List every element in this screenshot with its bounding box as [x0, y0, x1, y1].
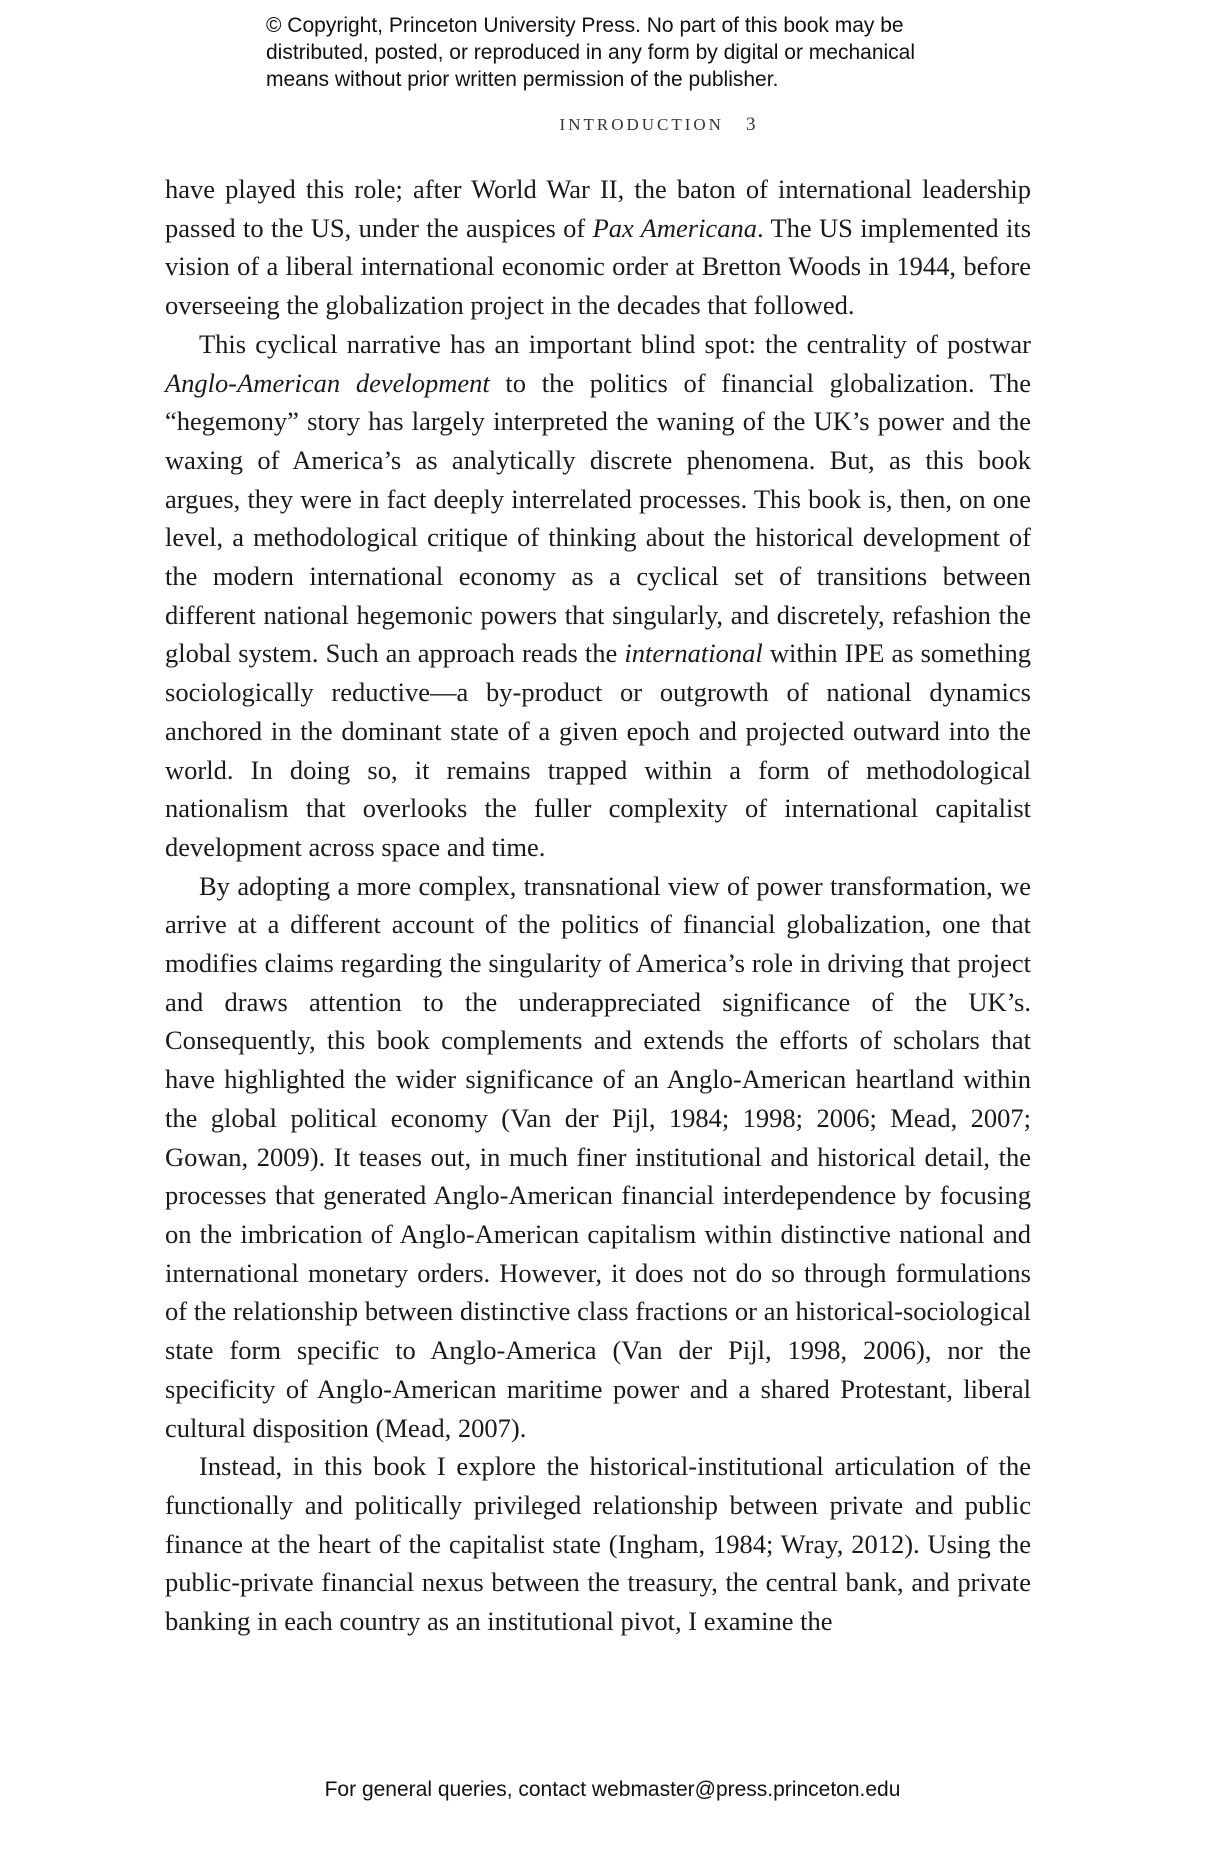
paragraph-2 — [165, 325, 1031, 867]
section-title: INTRODUCTION — [559, 115, 724, 134]
paragraph-2-italic-international: international — [624, 638, 763, 669]
paragraph-2-italic-term: Anglo-American development — [165, 367, 490, 398]
paragraph-2-text-e: within IPE as something sociologically reductive—a by-product or outgrowth of national dynamics anchored in the dominant state of a given epoch and projected outward into the world. In doing so, it remains trapped within a form of methodological nationalism that overlooks the fuller complexity of international capitalist development across space and time. — [165, 638, 1032, 862]
copyright-line: © Copyright, Princeton University Press. No part of this book may be — [266, 14, 904, 37]
paragraph-1-text-a: have played this role; after World War II, the baton of international leadership passed to the US, under the auspices of — [165, 174, 1031, 243]
body-text — [165, 170, 1031, 1641]
copyright-notice — [266, 12, 986, 93]
copyright-line: means without prior written permission of the publisher. — [266, 68, 779, 91]
paragraph-1-text-c: . The US implemented its vision of a liberal international economic order at Bretton Woods in 1944, before overseeing the globalization project in the decades that followed. — [165, 212, 1032, 321]
footer-contact: For general queries, contact webmaster@press.princeton.edu — [324, 1778, 901, 1801]
paragraph-3: By adopting a more complex, transnational view of power transformation, we arrive at a different account of the politics of financial globalization, one that modifies claims regarding the singularity of America’s role in driving that project and draws attention to the underappreciated significance of the UK’s. Consequently, this book complements and extends the efforts of scholars that have highlighted the wider significance of an Anglo-American heartland within the global political economy (Van der Pijl, 1984; 1998; 2006; Mead, 2007; Gowan, 2009). It teases out, in much finer institutional and historical detail, the processes that generated Anglo-American financial interdependence by focusing on the imbrication of Anglo-American capitalism within distinctive national and international monetary orders. However, it does not do so through formulations of the relationship between distinctive class fractions or an historical-sociological state form specific to Anglo-America (Van der Pijl, 1998, 2006), nor the specificity of Anglo-American maritime power and a shared Protestant, liberal cultural disposition (Mead, 2007). — [165, 870, 1031, 1443]
paragraph-2-text-c: to the politics of financial globalization. The “hegemony” story has largely interpreted the waning of the UK’s power and the waxing of America’s as analytically discrete phenomena. But, as this book argues, they were in fact deeply interrelated processes. This book is, then, on one level, a methodological critique of thinking about the historical development of the modern international economy as a cyclical set of transitions between different national hegemonic powers that singularly, and discretely, refashion the global system. Such an approach reads the — [165, 367, 1032, 669]
paragraph-1 — [165, 170, 1031, 325]
paragraph-4: Instead, in this book I explore the historical-institutional articulation of the functionally and politically privileged relationship between private and public finance at the heart of the capitalist state (Ingham, 1984; Wray, 2012). Using the public-private financial nexus between the treasury, the central bank, and private banking in each country as an institutional pivot, I examine the — [165, 1451, 1031, 1637]
paragraph-2-text-a: This cyclical narrative has an important blind spot: the centrality of postwar — [199, 328, 1031, 359]
running-head — [0, 114, 1225, 136]
paragraph-1-italic-term: Pax Americana — [592, 212, 757, 243]
page-number: 3 — [745, 114, 756, 135]
copyright-line: distributed, posted, or reproduced in any form by digital or mechanical — [266, 41, 916, 64]
